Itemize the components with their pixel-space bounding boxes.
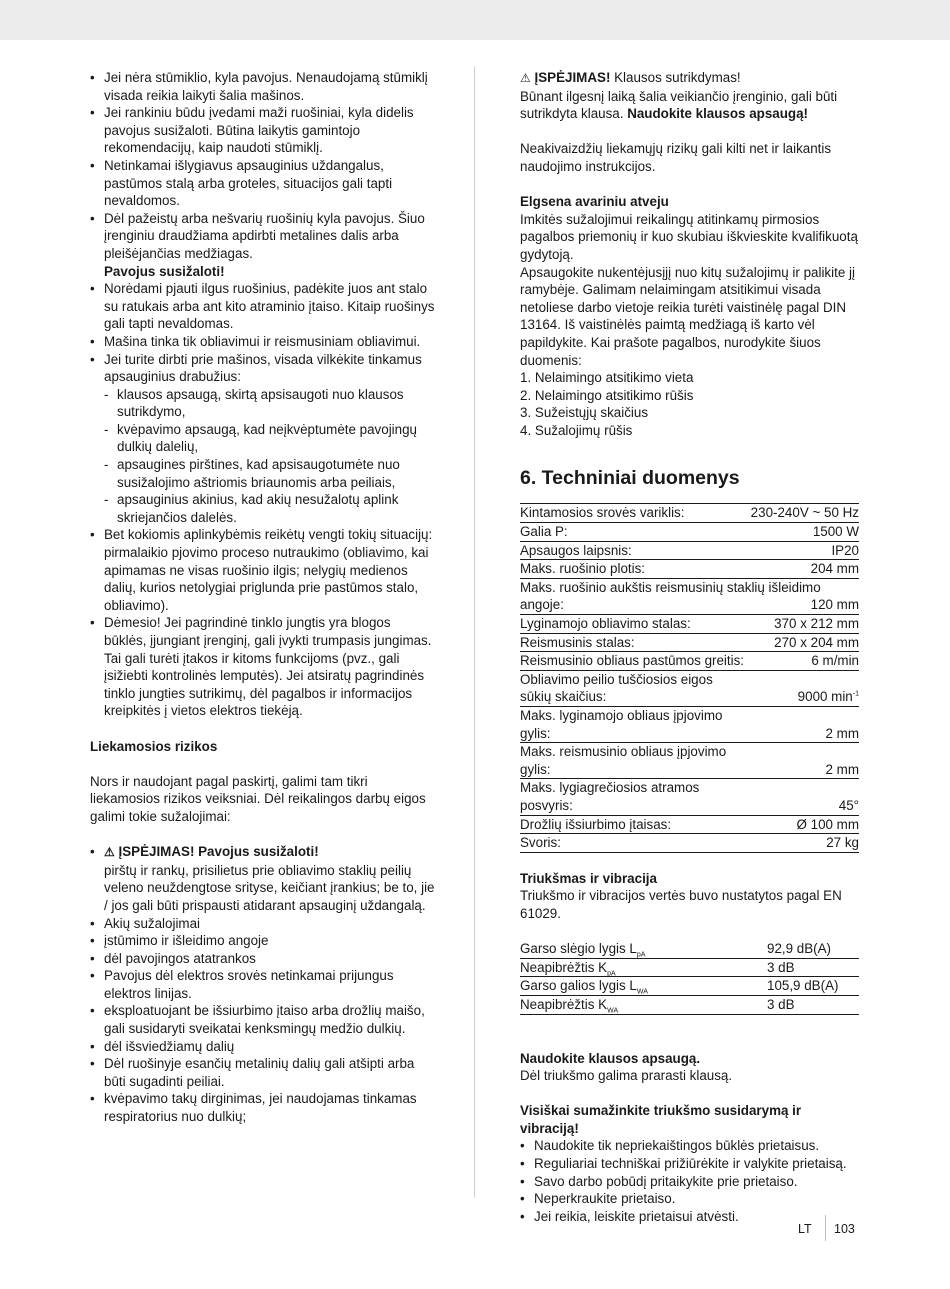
spec-label: Maks. lyginamojo obliaus įpjovimo gylis:: [520, 707, 751, 743]
warning-text: pirštų ir rankų, prisilietus prie obliavimo staklių peilių veleno neuždengtose srityse, keičiant įrankius; be to, jie / jos gali būti prispausti atidarant apsauginį uždangalą.: [104, 862, 435, 913]
spec-label: Reismusinio obliaus pastūmos greitis:: [520, 652, 751, 671]
list-item: • Dėmesio! Jei pagrindinė tinklo jungtis yra blogos būklės, įjungiant įrenginį, gali įvykti trumpasis jungimas. Tai gali turėti įtakos ir kitoms funkcijoms (pvz., gali įsižiebti kontrolinės lemputės). Jei atsiratų pagrindinės tinklo jungties sutrikimų, dėl pagalbos ir informacijos kreipkitės į vietos elektros tiekėją.: [90, 614, 435, 720]
list-item: • Neperkraukite prietaiso.: [520, 1190, 860, 1208]
list-item: • Mašina tinka tik obliavimui ir reismusiniam obliavimui.: [90, 333, 435, 351]
residual-risks-heading: Liekamosios rizikos: [90, 738, 218, 754]
spec-label: Maks. lygiagrečiosios atramos posvyris:: [520, 779, 751, 815]
list-item: • Reguliariai techniškai prižiūrėkite ir valykite prietaisą.: [520, 1155, 860, 1173]
warning-title: ĮSPĖJIMAS! Pavojus susižaloti!: [118, 844, 319, 860]
dash-item: - klausos apsaugą, skirtą apsisaugoti nuo klausos sutrikdymo,: [90, 386, 435, 421]
risk-list: [90, 843, 435, 1126]
list-item: • Naudokite tik nepriekaištingos būklės prietaisus.: [520, 1137, 860, 1155]
noise-label: Garso slėgio lygis $L_{pA}$: [520, 940, 767, 958]
noise-heading: Triukšmas ir vibracija: [520, 870, 657, 886]
spec-label: Maks. ruošinio aukštis reismusinių staklių išleidimo: [520, 579, 821, 595]
emergency-list-item: 4. Sužalojimų rūšis: [520, 422, 633, 438]
tech-specs-table: [520, 503, 859, 852]
list-item: • Dėl ruošinyje esančių metalinių dalių gali atšipti arba būti sugadinti peiliai.: [90, 1055, 435, 1090]
spec-label: Galia P:: [520, 523, 751, 542]
noise-table: [520, 940, 859, 1014]
left-column: [90, 69, 435, 1126]
spec-value: 2 mm: [751, 707, 859, 743]
noise-label: Garso galios lygis $L_{WA}$: [520, 977, 767, 996]
spec-label: Kintamosios srovės variklis:: [520, 504, 751, 523]
list-item: • Savo darbo pobūdį pritaikykite prie prietaiso.: [520, 1173, 860, 1191]
warning-triangle-icon: ⚠: [520, 71, 531, 85]
spec-label: angoje:: [520, 596, 751, 614]
footer-divider: [825, 1215, 826, 1241]
noise-label: Neapibrėžtis $K_{WA}$: [520, 995, 767, 1014]
noise-value: 3 dB: [767, 995, 859, 1014]
list-item: • Akių sužalojimai: [90, 915, 435, 933]
spec-value: 204 mm: [751, 560, 859, 579]
section-title: 6. Techniniai duomenys: [520, 467, 740, 490]
right-column: [520, 69, 860, 1225]
list-item: • įstūmimo ir išleidimo angoje: [90, 932, 435, 950]
spec-value: 270 x 204 mm: [751, 633, 859, 652]
spec-value: 120 mm: [751, 596, 859, 614]
emergency-list-item: 3. Sužeistųjų skaičius: [520, 405, 649, 421]
hearing-protection-heading: Naudokite klausos apsaugą.: [520, 1050, 701, 1066]
language-code: LT: [798, 1222, 812, 1236]
spec-value: 1500 W: [751, 523, 859, 542]
list-item: • dėl pavojingos atatrankos: [90, 950, 435, 968]
spec-label: Maks. reismusinio obliaus įpjovimo gylis:: [520, 743, 751, 779]
list-item: • kvėpavimo takų dirginimas, jei naudojamas tinkamas respiratorius nuo dulkių;: [90, 1090, 435, 1125]
spec-value: 6 m/min: [751, 652, 859, 671]
protective-gear-list: [90, 386, 435, 527]
reduce-noise-list: [520, 1137, 860, 1225]
list-item: • Norėdami pjauti ilgus ruošinius, padėkite juos ant stalo su ratukais arba ant kito atraminio įtaiso. Kitaip ruošinys gali tapti nevaldomas.: [90, 280, 435, 333]
spec-value: 230-240V ~ 50 Hz: [751, 504, 859, 523]
noise-value: 105,9 dB(A): [767, 977, 859, 996]
spec-label: Apsaugos laipsnis:: [520, 541, 751, 560]
spec-label: Reismusinis stalas:: [520, 633, 751, 652]
list-item: • Bet kokiomis aplinkybėmis reikėtų vengti tokių situacijų: pirmalaikio pjovimo proceso nutraukimo (obliavimo, kai apimamas ne visas ruošinio ilgis; nelygių medienos dalių, kurios netolygiai priglunda prie pastūmos stalo, obliavimo).: [90, 526, 435, 614]
list-item: • Netinkamai išlygiavus apsauginius uždangalus, pastūmos stalą arba groteles, situacijos gali tapti nevaldomos.: [90, 157, 435, 210]
list-item: • Jei rankiniu būdu įvedami maži ruošiniai, kyla didelis pavojus susižaloti. Būtina laikytis gamintojo rekomendacijų, kaip naudoti stūmiklį.: [90, 104, 435, 157]
list-item: [90, 210, 435, 280]
spec-label: Lyginamojo obliavimo stalas:: [520, 615, 751, 634]
emergency-text-1: Imkitės sužalojimui reikalingų atitinkamų pirmosios pagalbos priemonių ir kuo skubiau iškvieskite kvalifikuotą gydytoją.: [520, 211, 858, 262]
spec-value: 27 kg: [751, 834, 859, 853]
spec-value: IP20: [751, 541, 859, 560]
column-divider: [474, 66, 475, 1198]
spec-label: Svoris:: [520, 834, 751, 853]
emergency-list-item: 2. Nelaimingo atsitikimo rūšis: [520, 387, 694, 403]
noise-label: Neapibrėžtis $K_{pA}$: [520, 958, 767, 977]
spec-value: 2 mm: [751, 743, 859, 779]
warning-item: [90, 843, 435, 914]
spec-label: Maks. ruošinio plotis:: [520, 560, 751, 579]
list-item-text: Dėl pažeistų arba nešvarių ruošinių kyla pavojus. Šiuo įrenginiu draudžiama apdirbti metalines dalis arba pleišėjančias medžiagas.: [104, 210, 425, 261]
spec-value: 9000 $\min^{-1}$: [751, 688, 859, 706]
hearing-protection-text: Dėl triukšmo galima prarasti klausą.: [520, 1068, 733, 1084]
warning-triangle-icon: ⚠: [104, 845, 115, 860]
safety-list-1: [90, 69, 435, 280]
hearing-warning-text: Būnant ilgesnį laiką šalia veikiančio įrenginio, gali būti sutrikdyta klausa. Naudokite klausos apsaugą!: [520, 88, 838, 122]
emergency-text-2: Apsaugokite nukentėjusįjį nuo kitų sužalojimų ir palikite jį ramybėje. Galimam nelaimingam atsitikimui visada netoliese darbo vietoje reikia turėti vaistinėlę pagal DIN 13164. Iš vaistinėlės paimtą medžiagą iš karto vėl papildykite. Kai prašote pagalbos, nurodykite šiuos duomenis:: [520, 264, 855, 368]
noise-text: Triukšmo ir vibracijos vertės buvo nustatytos pagal EN 61029.: [520, 888, 842, 921]
emergency-list-item: 1. Nelaimingo atsitikimo vieta: [520, 370, 694, 386]
reduce-noise-heading: Visiškai sumažinkite triukšmo susidarymą ir vibraciją!: [520, 1103, 802, 1136]
noise-value: 92,9 dB(A): [767, 940, 859, 958]
noise-value: 3 dB: [767, 958, 859, 977]
list-item: • Jei reikia, leiskite prietaisui atvėsti.: [520, 1208, 860, 1226]
spec-value: 370 x 212 mm: [751, 615, 859, 634]
spec-value: Ø 100 mm: [751, 815, 859, 834]
dash-item: - kvėpavimo apsaugą, kad neįkvėptumėte pavojingų dulkių dalelių,: [90, 421, 435, 456]
page-number: 103: [834, 1222, 855, 1236]
emergency-heading: Elgsena avariniu atveju: [520, 194, 669, 210]
dash-item: - apsaugines pirštines, kad apsisaugotumėte nuo susižalojimo aštriomis briaunomis arba peiliais,: [90, 456, 435, 491]
unforeseen-risks-text: Neakivaizdžių liekamųjų rizikų gali kilti net ir laikantis naudojimo instrukcijos.: [520, 141, 832, 174]
spec-value: 45°: [751, 779, 859, 815]
list-item: • eksploatuojant be išsiurbimo įtaiso arba drožlių maišo, gali susidaryti sveikatai kenksmingų medžio dulkių.: [90, 1002, 435, 1037]
safety-list-3: [90, 526, 435, 720]
hearing-warning-title: ⚠ ĮSPĖJIMAS! Klausos sutrikdymas!: [520, 69, 860, 88]
spec-label: Obliavimo peilio tuščiosios eigos: [520, 671, 713, 687]
list-item: • dėl išsviedžiamų dalių: [90, 1038, 435, 1056]
residual-risks-intro: Nors ir naudojant pagal paskirtį, galimi tam tikri liekamosios rizikos veiksniai. Dėl reikalingos darbų eigos galimi tokie sužalojimai:: [90, 773, 426, 824]
top-band: [0, 0, 950, 40]
spec-label: sūkių skaičius:: [520, 688, 751, 706]
list-item: • Jei turite dirbti prie mašinos, visada vilkėkite tinkamus apsauginius drabužius:: [90, 351, 435, 386]
list-item: • Jei nėra stūmiklio, kyla pavojus. Nenaudojamą stūmiklį visada reikia laikyti šalia mašinos.: [90, 69, 435, 104]
danger-label: Pavojus susižaloti!: [104, 263, 225, 279]
spec-label: Drožlių išsiurbimo įtaisas:: [520, 815, 751, 834]
list-item: • Pavojus dėl elektros srovės netinkamai prijungus elektros linijas.: [90, 967, 435, 1002]
safety-list-2: [90, 280, 435, 386]
dash-item: - apsauginius akinius, kad akių nesužalotų aplink skriejančios dalelės.: [90, 491, 435, 526]
